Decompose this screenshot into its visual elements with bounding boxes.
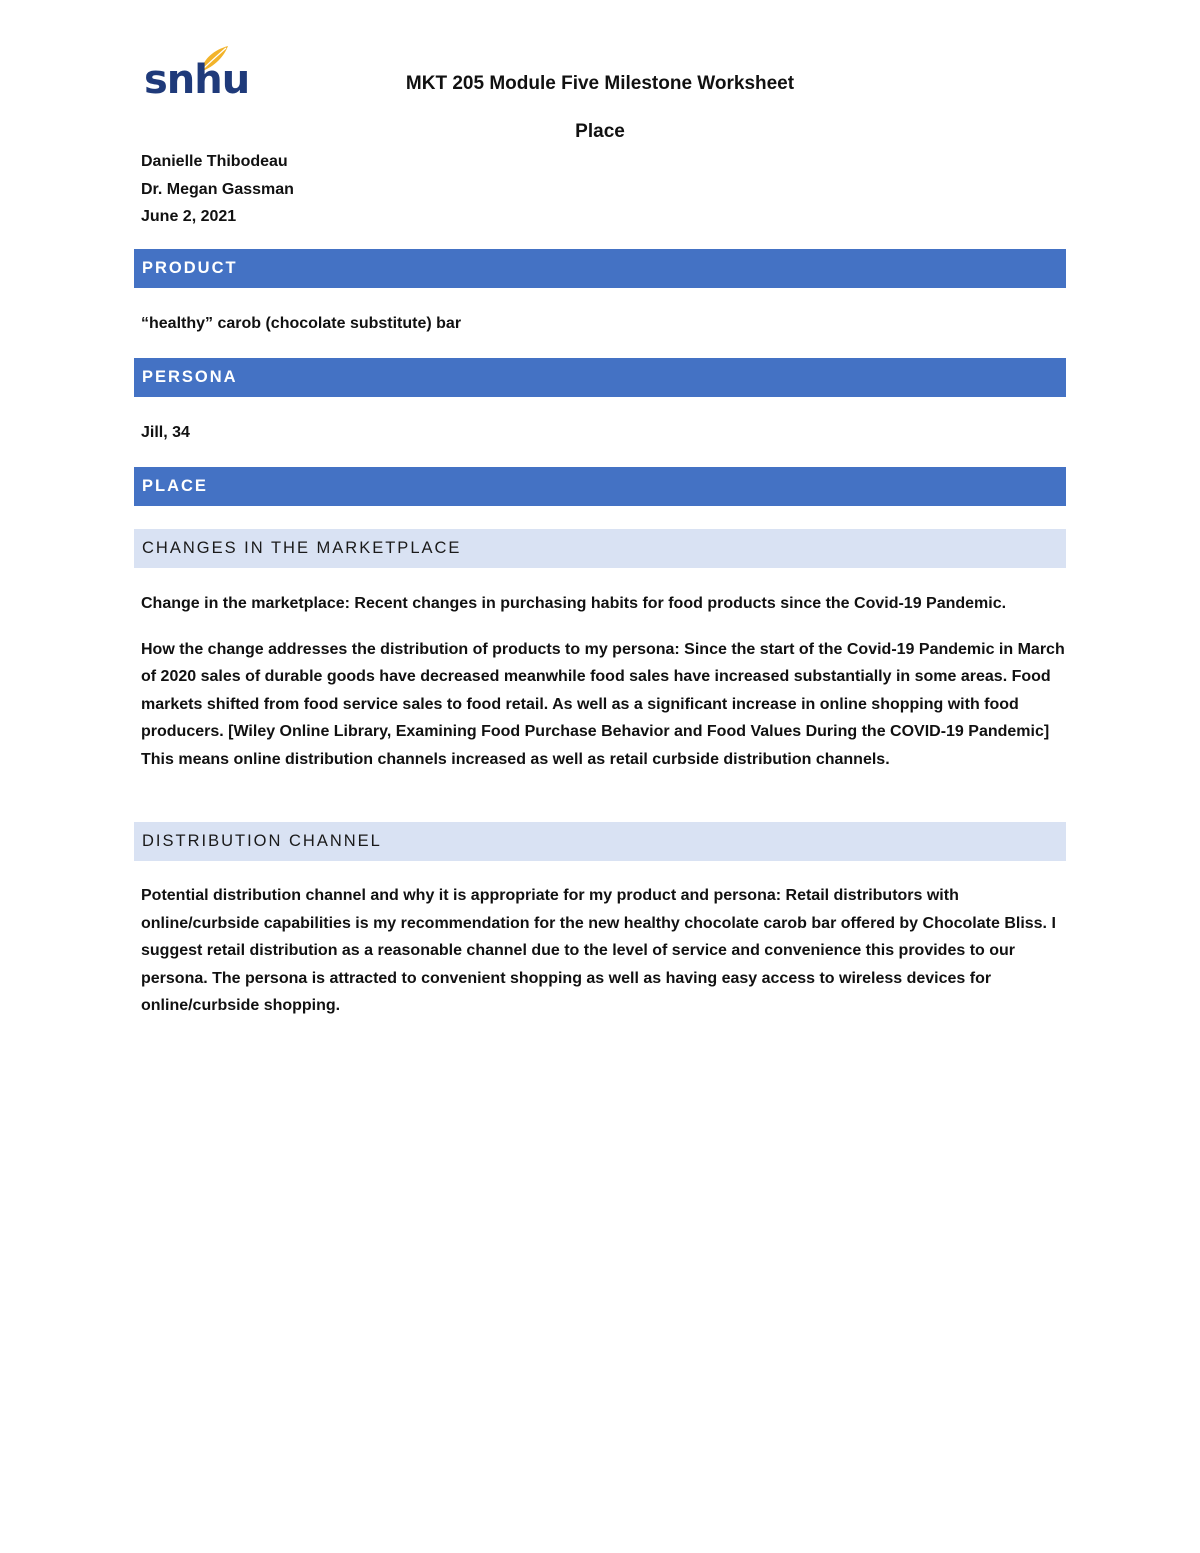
instructor-name: Dr. Megan Gassman (141, 180, 294, 198)
submission-date: June 2, 2021 (141, 208, 237, 225)
section-header-product (134, 249, 1066, 288)
changes-content (141, 590, 1066, 773)
persona-value: Jill, 34 (141, 424, 190, 441)
section-header-place (134, 467, 1066, 506)
subsection-header-changes (134, 529, 1066, 568)
logo-wordmark: snhu (144, 57, 250, 103)
product-value: “healthy” carob (chocolate substitute) bar (141, 315, 462, 332)
subsection-label: CHANGES IN THE MARKETPLACE (142, 539, 462, 557)
student-name: Danielle Thibodeau (141, 153, 288, 170)
subsection-label: DISTRIBUTION CHANNEL (142, 832, 382, 850)
section-header-persona (134, 358, 1066, 397)
change-explanation: How the change addresses the distribution of products to my persona: Since the start of the Covid-19 Pandemic in March of 2020 sales of durable goods have decreased meanwhile food sales have increased substantially in some areas. Food markets shifted from food service sales to food retail. As well as a significant increase in online shopping with food producers. [Wiley Online Library, Examining Food Purchase Behavior and Food Values During the COVID-19 Pandemic] This means online distribution channels increased as well as retail curbside distribution channels. (141, 640, 1065, 768)
author-info (141, 148, 294, 231)
distribution-explanation: Potential distribution channel and why it is appropriate for my product and persona: Retail distributors with online/curbside capabilities is my recommendation for the new healthy chocolate carob bar offered by Chocolate Bliss. I suggest retail distribution as a reasonable channel due to the level of service and convenience this provides to our persona. The persona is attracted to convenient shopping as well as having easy access to wireless devices for online/curbside shopping. (141, 887, 1056, 1014)
distribution-content (141, 882, 1066, 1020)
section-label: PERSONA (142, 368, 238, 386)
change-statement: Change in the marketplace: Recent changes in purchasing habits for food products since the Covid-19 Pandemic. (141, 595, 1007, 612)
subsection-header-distribution (134, 822, 1066, 861)
document-subtitle: Place (575, 121, 625, 142)
section-label: PLACE (142, 477, 208, 495)
section-label: PRODUCT (142, 259, 238, 277)
document-title: MKT 205 Module Five Milestone Worksheet (405, 73, 795, 94)
